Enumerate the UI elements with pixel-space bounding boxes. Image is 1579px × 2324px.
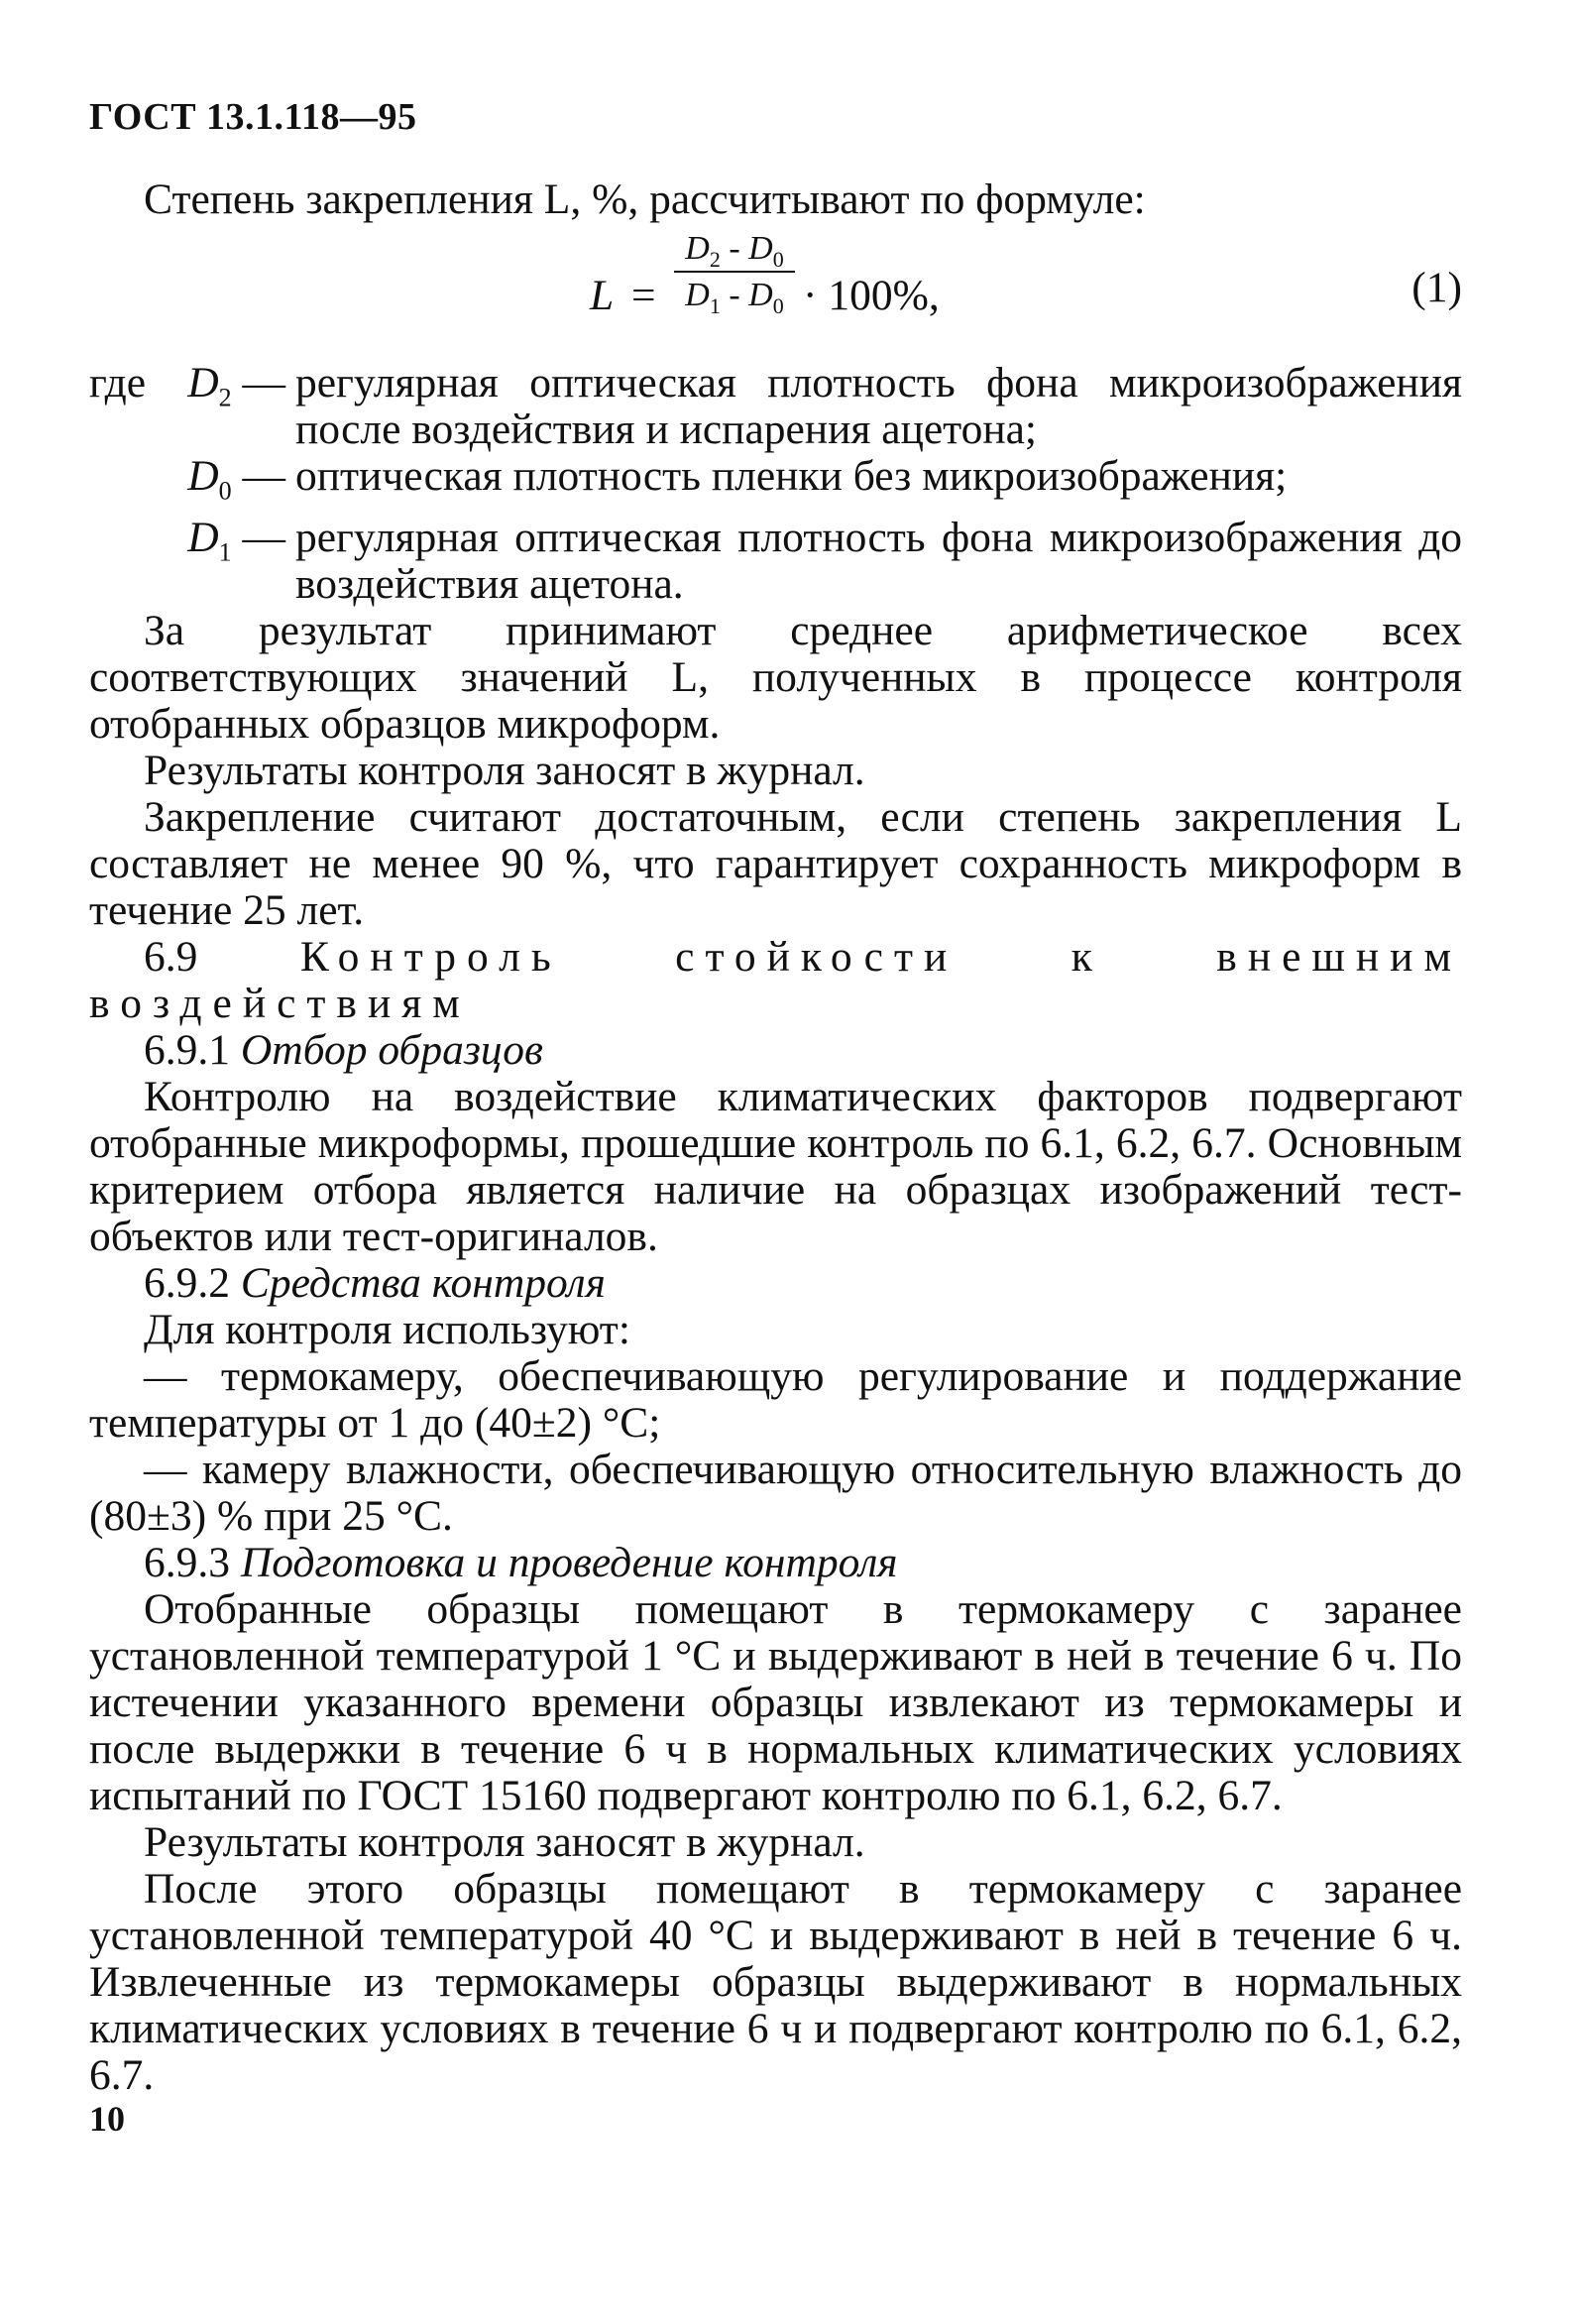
paragraph: Для контроля используют: [144, 1305, 630, 1353]
formula-1 [89, 229, 1462, 358]
definition-item [89, 453, 1462, 515]
page-number: 10 [89, 2099, 125, 2139]
definitions-list [89, 360, 1462, 608]
section-heading-6-9: 6.9 Контроль стойкости к внешним воздействиям [89, 932, 1462, 1027]
paragraph: Контролю на воздействие климатических факторов подвергают отобранные микроформы, прошедшие контроль по 6.1, 6.2, 6.7. Основным критерием отбора является наличие на образцах изображений тест-объектов или тест-оригиналов. [89, 1072, 1462, 1260]
paragraph: Отобранные образцы помещают в термокамеру с заранее установленной температурой 1 °С и выдерживают в ней в течение 6 ч. По истечении указанного времени образцы извлекают из термокамеры и после выдержки в течение 6 ч в нормальных климатических условиях испытаний по ГОСТ 15160 подвергают контролю по 6.1, 6.2, 6.7. [89, 1584, 1462, 1819]
formula-equals: = [631, 272, 656, 319]
formula-number: (1) [1411, 264, 1462, 311]
formula-fraction [674, 229, 795, 318]
subsection-heading-6-9-3: 6.9.3 Подготовка и проведение контроля [144, 1538, 898, 1586]
body-text [89, 176, 1462, 2099]
list-item: — термокамеру, обеспечивающую регулирование и поддержание температуры от 1 до (40±2) °С; [89, 1351, 1462, 1447]
paragraph: Закрепление считают достаточным, если степень закрепления L составляет не менее 90 %, что гарантирует сохранность микроформ в течение 25 лет. [89, 792, 1462, 934]
definition-symbol: $D_0$ — [187, 452, 285, 506]
definition-text: регулярная оптическая плотность фона микроизображения до воздействия ацетона. [295, 513, 1462, 608]
paragraph: Результаты контроля заносят в журнал. [144, 746, 865, 794]
where-label: где [89, 359, 147, 407]
list-item: — камеру влажности, обеспечивающую относительную влажность до (80±3) % при 25 °С. [89, 1445, 1462, 1540]
fraction-denominator: $D_1 - D_0$ [685, 277, 784, 318]
subsection-heading-6-9-2: 6.9.2 Средства контроля [144, 1258, 606, 1307]
fraction-numerator: $D_2 - D_0$ [685, 230, 784, 272]
paragraph: За результат принимают среднее арифметическое всех соответствующих значений L, полученных в процессе контроля отобранных образцов микроформ. [89, 606, 1462, 748]
formula-tail: · 100%, [803, 272, 940, 319]
definition-symbol: $D_2$ — [187, 359, 285, 412]
definition-item [89, 515, 1462, 608]
paragraph: Результаты контроля заносят в журнал. [144, 1817, 865, 1866]
standard-header: ГОСТ 13.1.118—95 [89, 96, 417, 138]
definition-item [89, 360, 1462, 453]
formula-lhs: L [590, 272, 615, 319]
definition-symbol: $D_1$ — [187, 513, 285, 567]
paragraph: После этого образцы помещают в термокамеру с заранее установленной температурой 40 °С и выдерживают в ней в течение 6 ч. Извлеченные из термокамеры образцы выдерживают в нормальных климатических условиях в течение 6 ч и подвергают контролю по 6.1, 6.2, 6.7. [89, 1864, 1462, 2099]
subsection-heading-6-9-1: 6.9.1 Отбор образцов [144, 1025, 543, 1074]
definition-text: оптическая плотность пленки без микроизображения; [295, 452, 1288, 500]
formula-intro: Степень закрепления L, %, рассчитывают по формуле: [144, 175, 1146, 223]
definition-text: регулярная оптическая плотность фона микроизображения после воздействия и испарения ацетона; [295, 359, 1462, 453]
